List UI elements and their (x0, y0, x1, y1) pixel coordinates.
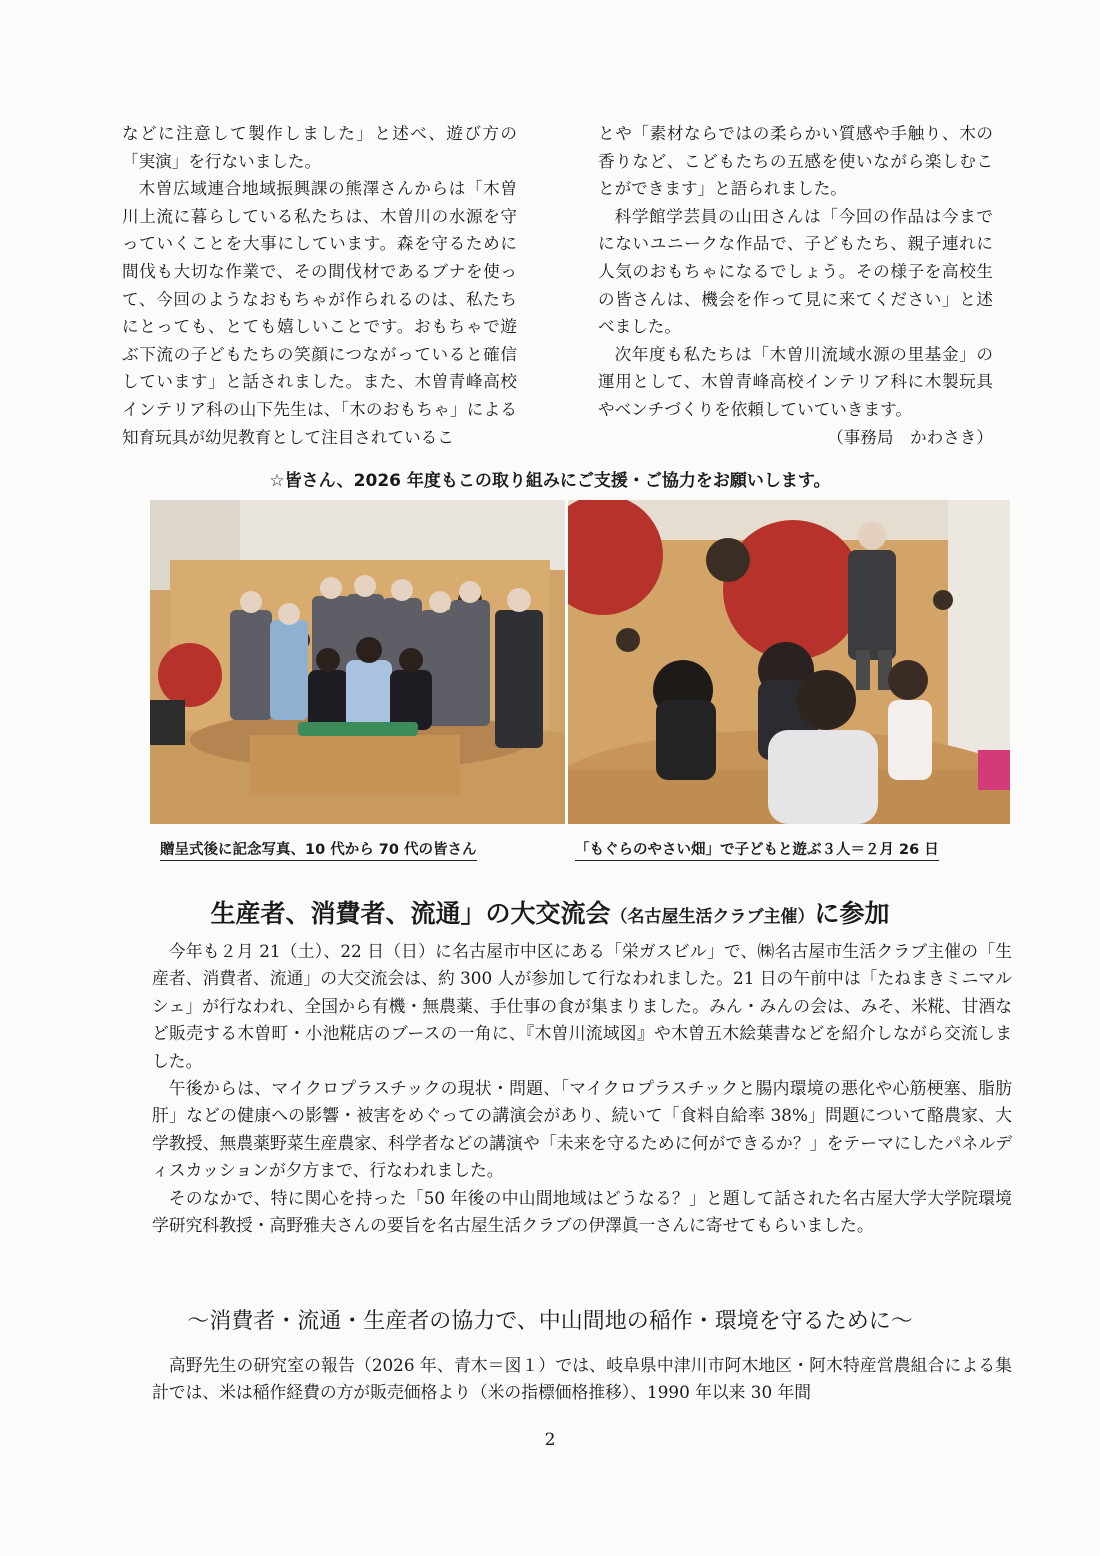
page-number: 2 (544, 1430, 556, 1450)
paragraph: 高野先生の研究室の報告（2026 年、青木＝図１）では、岐阜県中津川市阿木地区・阿木特産営農組合による集計では、米は稲作経費の方が販売価格より（米の指標価格推移）、1990 年以来 30 年間 (152, 1355, 1012, 1403)
headline-tail: に参加 (814, 899, 890, 928)
play-photo (568, 500, 1010, 824)
headline-main: 生産者、消費者、流通」の大交流会 (210, 899, 611, 928)
signature: （事務局 かわさき） (827, 427, 993, 447)
appeal-banner: ☆皆さん、2026 年度もこの取り組みにご支援・ご協力をお願いします。 (269, 471, 831, 491)
photo-caption-right: 「もぐらのやさい畑」で子どもと遊ぶ３人＝２月 26 日 (575, 838, 939, 861)
group-photo (150, 500, 565, 824)
headline-organizer: （名古屋生活クラブ主催） (610, 907, 815, 927)
paragraph: 木曽広域連合地域振興課の熊澤さんからは「木曽川上流に暮らしている私たちは、木曽川の水源を守っていくことを大事にしています。森を守るために間伐も大切な作業で、その間伐材であるブナを使って、今回のようなおもちゃが作られるのは、私たちにとっても、とても嬉しいことです。おもちゃで遊ぶ下流の子どもたちの笑顔につながっていると確信しています」と話されました。また、木曽青峰高校インテリア科の山下先生は、「木のおもちゃ」による知育玩具が幼児教育として注目されているこ (122, 179, 517, 447)
paragraph: とや「素材ならではの柔らかい質感や手触り、木の香りなど、こどもたちの五感を使いながら楽しむことができます」と語られました。 (598, 124, 993, 199)
paragraph: 今年も２月 21（土）、22 日（日）に名古屋市中区にある「栄ガスビル」で、㈱名古屋市生活クラブ主催の「生産者、消費者、流通」の大交流会は、約 300 人が参加して行なわれました。21 日の午前中は「たねまきミニマルシェ」が行なわれ、全国から有機・無農薬、手仕事の食が集まりました。みん・みんの会は、みそ、米糀、甘酒など販売する木曽町・小池糀店のブースの一角に、『木曽川流域図』や木曽五木絵葉書などを紹介しながら交流しました。 (152, 941, 1012, 1071)
paragraph: 科学館学芸員の山田さんは「今回の作品は今までにないユニークな作品で、子どもたち、親子連れに人気のおもちゃになるでしょう。その様子を高校生の皆さんは、機会を作って見に来てください」と述べました。 (598, 206, 993, 337)
article-body (152, 938, 1012, 1239)
paragraph: などに注意して製作しました」と述べ、遊び方の「実演」を行ないました。 (122, 124, 517, 171)
paragraph: 次年度も私たちは「木曽川流域水源の里基金」の運用として、木曽青峰高校インテリア科に木製玩具やベンチづくりを依頼していていきます。 (598, 344, 993, 419)
paragraph: 午後からは、マイクロプラスチックの現状・問題、「マイクロプラスチックと腸内環境の悪化や心筋梗塞、脂肪肝」などの健康への影響・被害をめぐっての講演会があり、続いて「食料自給率 38%」問題について酪農家、大学教授、無農薬野菜生産農家、科学者などの講演や「未来を守るために何ができるか？」をテーマにしたパネルディスカッションが夕方まで、行なわれました。 (152, 1078, 1012, 1181)
article-headline (0, 894, 1100, 930)
photo-caption-left: 贈呈式後に記念写真、10 代から 70 代の皆さん (160, 838, 477, 861)
top-left-column (122, 120, 517, 451)
article-tail (152, 1352, 1012, 1407)
article-subheading: ～消費者・流通・生産者の協力で、中山間地の稲作・環境を守るために～ (187, 1309, 913, 1334)
top-right-column (598, 120, 993, 451)
paragraph: そのなかで、特に関心を持った「50 年後の中山間地域はどうなる？」と題して話された名古屋大学大学院環境学研究科教授・高野雅夫さんの要旨を名古屋生活クラブの伊澤眞一さんに寄せてもらいました。 (152, 1187, 1012, 1236)
group-photo-illustration (150, 500, 565, 824)
play-photo-illustration (568, 500, 1010, 824)
